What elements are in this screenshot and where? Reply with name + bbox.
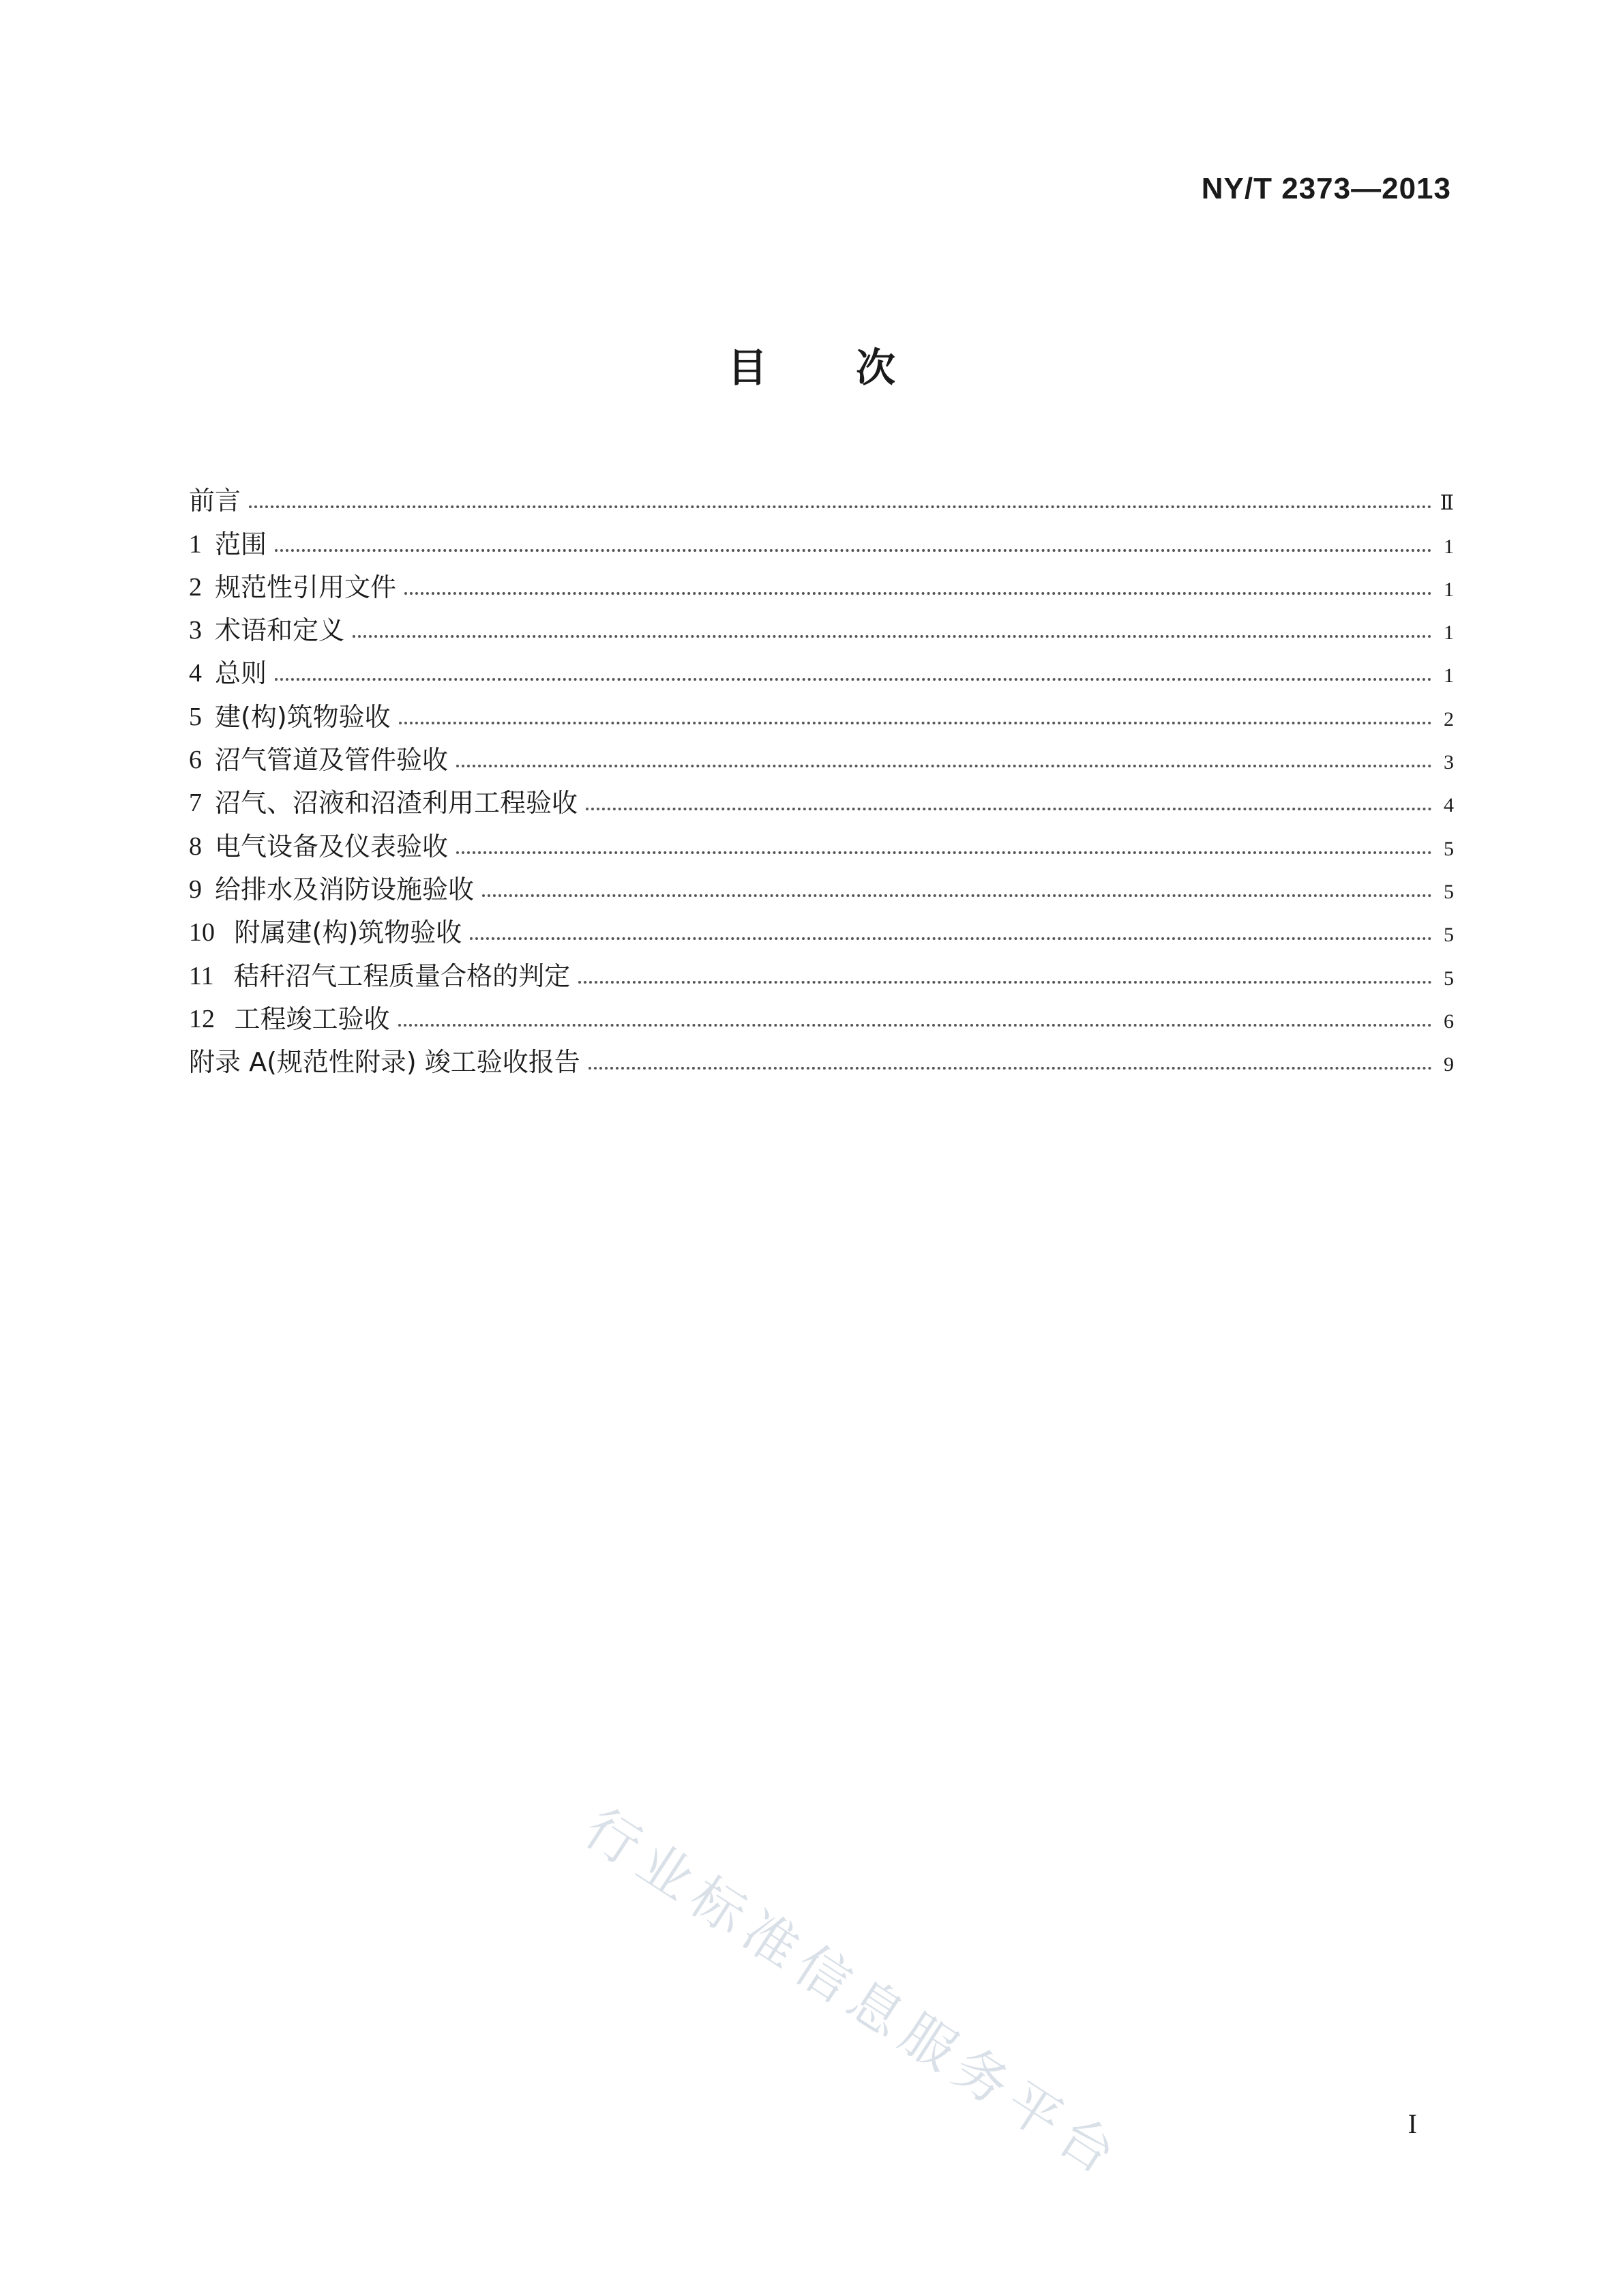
- toc-entry-number: 11: [189, 961, 234, 990]
- dot-leader: [456, 851, 1432, 854]
- toc-entry-3[interactable]: [189, 600, 1454, 646]
- toc-entry-9[interactable]: [189, 859, 1454, 902]
- toc-entry-page: 5: [1444, 837, 1454, 860]
- toc-entry-label: 建(构)筑物验收: [215, 701, 391, 732]
- toc-entry-4[interactable]: [189, 643, 1454, 689]
- dot-leader: [399, 722, 1432, 724]
- page-number: I: [1408, 2108, 1417, 2139]
- dot-leader: [275, 678, 1432, 681]
- toc-entry-label: 术语和定义: [215, 615, 345, 646]
- toc-entry-number: 3: [189, 616, 215, 645]
- dot-leader: [456, 765, 1432, 767]
- toc-entry-1[interactable]: [189, 514, 1454, 557]
- toc-entry-number: 12: [189, 1004, 235, 1033]
- dot-leader: [482, 894, 1432, 897]
- toc-entry-page: Ⅱ: [1440, 492, 1454, 515]
- toc-entry-6[interactable]: [189, 730, 1454, 776]
- toc-entry-page: 1: [1444, 535, 1454, 558]
- dot-leader: [470, 937, 1432, 940]
- standard-number: NY/T 2373—2013: [1201, 172, 1451, 205]
- toc-entry-number: 7: [189, 789, 215, 818]
- dot-leader: [398, 1024, 1432, 1027]
- toc-entry-page: 1: [1444, 578, 1454, 601]
- toc-entry-2[interactable]: [189, 557, 1454, 600]
- dot-leader: [353, 635, 1432, 638]
- toc-entry-foreword[interactable]: [189, 471, 1454, 514]
- table-of-contents: [189, 471, 1454, 1078]
- toc-entry-label: 沼气管道及管件验收: [215, 745, 449, 776]
- toc-entry-number: 4: [189, 659, 215, 688]
- toc-entry-page: 5: [1444, 880, 1454, 903]
- toc-entry-label: 前言: [189, 486, 241, 516]
- toc-entry-10[interactable]: [189, 902, 1454, 948]
- dot-leader: [404, 592, 1432, 595]
- toc-entry-number: 9: [189, 874, 215, 904]
- toc-entry-label: 电气设备及仪表验收: [215, 831, 449, 862]
- toc-entry-8[interactable]: [189, 816, 1454, 862]
- dot-leader: [249, 505, 1432, 508]
- toc-entry-page: 5: [1444, 924, 1454, 947]
- toc-entry-label: 总则: [215, 658, 267, 689]
- toc-entry-number: 1: [189, 529, 215, 559]
- toc-entry-page: 2: [1444, 707, 1454, 731]
- page-title: 目次: [727, 344, 984, 391]
- toc-entry-page: 5: [1444, 967, 1454, 990]
- toc-entry-label: 附录 A(规范性附录) 竣工验收报告: [189, 1047, 580, 1078]
- toc-entry-page: 4: [1444, 794, 1454, 817]
- toc-entry-11[interactable]: [189, 945, 1454, 991]
- toc-entry-label: 附属建(构)筑物验收: [234, 917, 462, 948]
- dot-leader: [578, 981, 1432, 984]
- toc-entry-5[interactable]: [189, 686, 1454, 732]
- watermark: 行业标准信息服务平台: [574, 1797, 1133, 2191]
- toc-entry-number: 6: [189, 746, 215, 775]
- toc-entry-label: 工程竣工验收: [234, 1003, 390, 1034]
- toc-entry-page: 9: [1444, 1053, 1454, 1076]
- toc-entry-number: 10: [189, 918, 235, 947]
- dot-leader: [275, 549, 1432, 552]
- toc-entry-number: 8: [189, 831, 215, 861]
- toc-entry-appendix-a[interactable]: [189, 1032, 1454, 1078]
- toc-entry-label: 沼气、沼液和沼渣利用工程验收: [215, 788, 578, 819]
- toc-entry-number: 2: [189, 572, 215, 602]
- toc-entry-page: 1: [1444, 664, 1454, 688]
- toc-entry-12[interactable]: [189, 989, 1454, 1032]
- toc-entry-label: 给排水及消防设施验收: [215, 874, 475, 904]
- toc-entry-label: 规范性引用文件: [215, 572, 397, 602]
- toc-entry-page: 6: [1444, 1010, 1454, 1033]
- toc-entry-label: 范围: [215, 529, 267, 559]
- toc-entry-number: 5: [189, 702, 215, 731]
- dot-leader: [586, 808, 1432, 810]
- toc-entry-7[interactable]: [189, 773, 1454, 819]
- toc-entry-page: 3: [1444, 751, 1454, 774]
- toc-entry-page: 1: [1444, 621, 1454, 645]
- dot-leader: [589, 1067, 1432, 1070]
- toc-entry-label: 秸秆沼气工程质量合格的判定: [233, 960, 571, 991]
